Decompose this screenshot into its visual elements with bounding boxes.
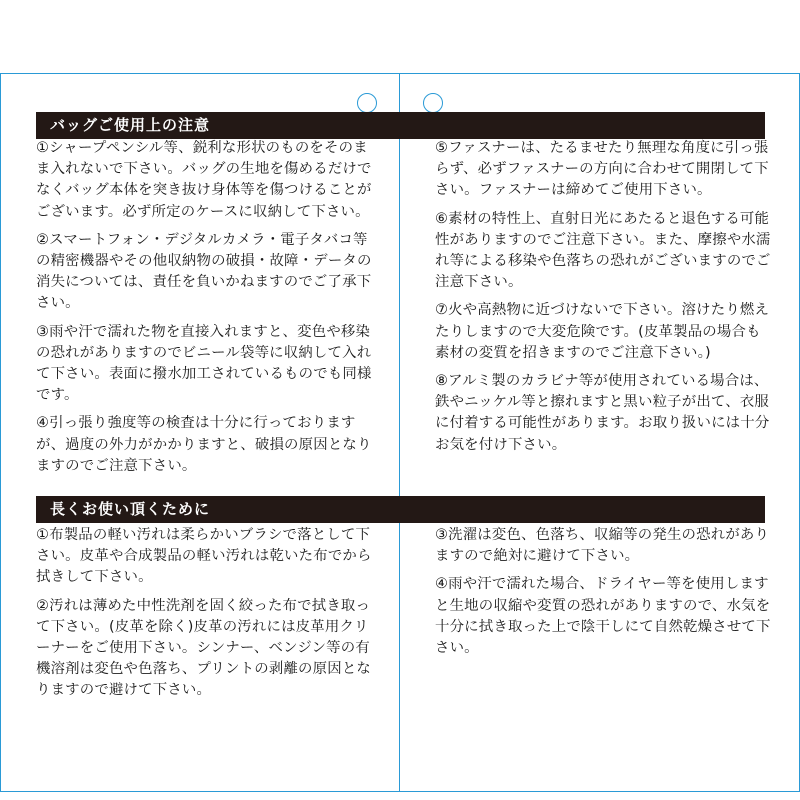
care-item-1: ①布製品の軽い汚れは柔らかいブラシで落として下さい。皮革や合成製品の軽い汚れは乾いた布でから拭きして下さい。 — [36, 527, 372, 586]
caution-item-4: ④引っ張り強度等の検査は十分に行っておりますが、過度の外力がかかりますと、破損の原因となりますのでご注意下さい。 — [36, 415, 372, 474]
trim-line-top — [0, 73, 800, 74]
long-use-left-column — [36, 525, 372, 709]
caution-item-8: ⑧アルミ製のカラビナ等が使用されている場合は、鉄やニッケル等と擦れますと黒い粒子が出て、衣服に付着する可能性があります。お取り扱いには十分お気を付け下さい。 — [435, 373, 770, 453]
trim-line-left — [0, 73, 1, 792]
long-use-right-column — [435, 525, 771, 666]
care-item-3: ③洗濯は変色、色落ち、収縮等の発生の恐れがありますので絶対に避けて下さい。 — [435, 527, 770, 565]
punch-hole-right — [423, 93, 443, 113]
caution-item-1: ①シャープペンシル等、鋭利な形状のものをそのまま入れないで下さい。バッグの生地を傷めるだけでなくバッグ本体を突き抜け身体等を傷つけることがございます。必ず所定のケースに収納して下さい。 — [36, 140, 372, 220]
caution-item-3: ③雨や汗で濡れた物を直接入れますと、変色や移染の恐れがありますのでビニール袋等に収納して入れて下さい。表面に撥水加工されているものでも同様です。 — [36, 323, 372, 404]
caution-item-7: ⑦火や高熱物に近づけないで下さい。溶けたり燃えたりしますので大変危険です。(皮革製品の場合も素材の変質を招きますのでご注意下さい。) — [435, 302, 770, 361]
fold-line — [399, 73, 400, 792]
care-item-4: ④雨や汗で濡れた場合、ドライヤー等を使用しますと生地の収縮や変質の恐れがありますので、水気を十分に拭き取った上で陰干しにて自然乾燥させて下さい。 — [435, 576, 771, 657]
section-title-long-use: 長くお使い頂くために — [36, 496, 765, 523]
usage-cautions-left-column — [36, 138, 372, 484]
trim-line-bottom — [0, 791, 800, 792]
caution-item-5: ⑤ファスナーは、たるませたり無理な角度に引っ張らず、必ずファスナーの方向に合わせて開閉して下さい。ファスナーは締めてご使用下さい。 — [435, 140, 769, 199]
section-title-usage-cautions: バッグご使用上の注意 — [36, 112, 765, 139]
punch-hole-left — [357, 93, 377, 113]
usage-cautions-right-column — [435, 138, 771, 463]
caution-item-6: ⑥素材の特性上、直射日光にあたると退色する可能性がありますのでご注意下さい。また、摩擦や水濡れ等による移染や色落ちの恐れがございますのでご注意下さい。 — [435, 210, 771, 291]
care-item-2: ②汚れは薄めた中性洗剤を固く絞った布で拭き取って下さい。(皮革を除く)皮革の汚れには皮革用クリーナーをご使用下さい。シンナー、ベンジン等の有機溶剤は変色や色落ち、プリントの剥離の原因となりますので避けて下さい。 — [36, 597, 372, 699]
caution-item-2: ②スマートフォン・デジタルカメラ・電子タバコ等の精密機器やその他収納物の破損・故障・データの消失については、責任を負いかねますのでご了承下さい。 — [36, 231, 372, 312]
